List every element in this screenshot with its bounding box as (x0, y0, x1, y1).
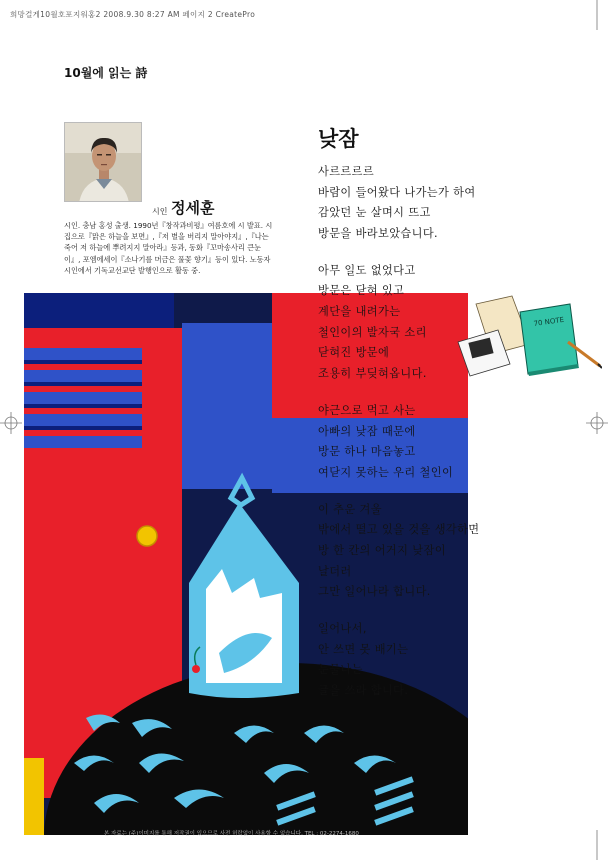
poem-line: 조용히 부딪혀옵니다. (318, 366, 427, 380)
crop-mark-top (586, 0, 608, 30)
poem-line: 야근으로 먹고 사는 (318, 403, 416, 417)
poem-line: 철인이의 발자국 소리 (318, 325, 427, 339)
poem-stanza-2 (318, 261, 578, 385)
poet-role: 시인 (152, 207, 168, 216)
poem-line: 아빠의 낮잠 때문에 (318, 424, 416, 438)
poem-stanza-4 (318, 500, 578, 603)
poem-line: 사르르르르 (318, 165, 375, 178)
poem-body (318, 162, 578, 718)
poem-stanza-3 (318, 401, 578, 483)
poem-line: 이 추운 겨울 (318, 502, 382, 516)
print-header: 희망걸게10월호포지워홍2 2008.9.30 8:27 AM 페이지 2 CreatePro (10, 10, 256, 19)
poem-line: 계단을 내려가는 (318, 305, 401, 319)
poem-line: 눈물나는 (318, 663, 363, 677)
poem-line: 그만 일어나라 합니다. (318, 585, 431, 599)
poem-line: 감았던 눈 살며시 뜨고 (318, 206, 431, 220)
poem-line: 일어나서, (318, 622, 367, 636)
poem-title: 낮잠 (318, 127, 359, 151)
poem-line: 안 쓰면 못 배기는 (318, 642, 409, 656)
poem-line: 글을 쓰라 합니다. (318, 684, 409, 698)
registration-mark-left (0, 412, 22, 434)
poem-line: 밖에서 떨고 있을 것을 생각하면 (318, 523, 480, 537)
poem-stanza-5 (318, 619, 578, 701)
registration-mark-right (586, 412, 608, 434)
poem-line: 아무 일도 없었다고 (318, 263, 416, 277)
poem-line: 방문을 바라보았습니다. (318, 226, 438, 240)
poem-line: 방 한 칸의 어거지 낮잠이 (318, 544, 446, 557)
poem-line: 여닫지 못하는 우리 철인이 (318, 465, 454, 479)
poem-line: 날더러 (318, 564, 352, 578)
poem-line: 바람이 들어왔다 나가는가 하여 (318, 185, 476, 199)
poet-name: 정세훈 (171, 199, 215, 217)
poem-line: 방문은 닫혀 있고 (318, 284, 405, 298)
section-title: 10월에 읽는 詩 (64, 66, 148, 80)
poem-line: 닫혀진 방문에 (318, 346, 390, 360)
poet-bio: 시인. 충남 홍성 출생. 1990년『창작과비평』여름호에 시 발표. 시집으로『맑은 하늘을 보면』,『저 별을 버리지 말아야지』,『나는 죽어 저 하늘에 뿌려지지 말아라』등과, 동화『꼬마송사리 큰눈이』, 포엠에세이『소나기를 머금은 풀꽃 향기』등이 있다. 노동자시인에서 기독교선교단 발행인으로 활동 중. (64, 221, 273, 275)
poet-photo (64, 122, 142, 202)
crop-mark-bottom (586, 830, 608, 860)
notebook-label: 70 NOTE (533, 315, 565, 328)
poem-stanza-1 (318, 162, 578, 244)
poem-line: 방문 하나 마음놓고 (318, 445, 416, 459)
footer-note: 본 자료는 (주)이미지를 통해 저작권이 있으므로 사전 허락없이 사용할 수 없습니다. TEL : 02-2274-1680 (104, 831, 359, 837)
